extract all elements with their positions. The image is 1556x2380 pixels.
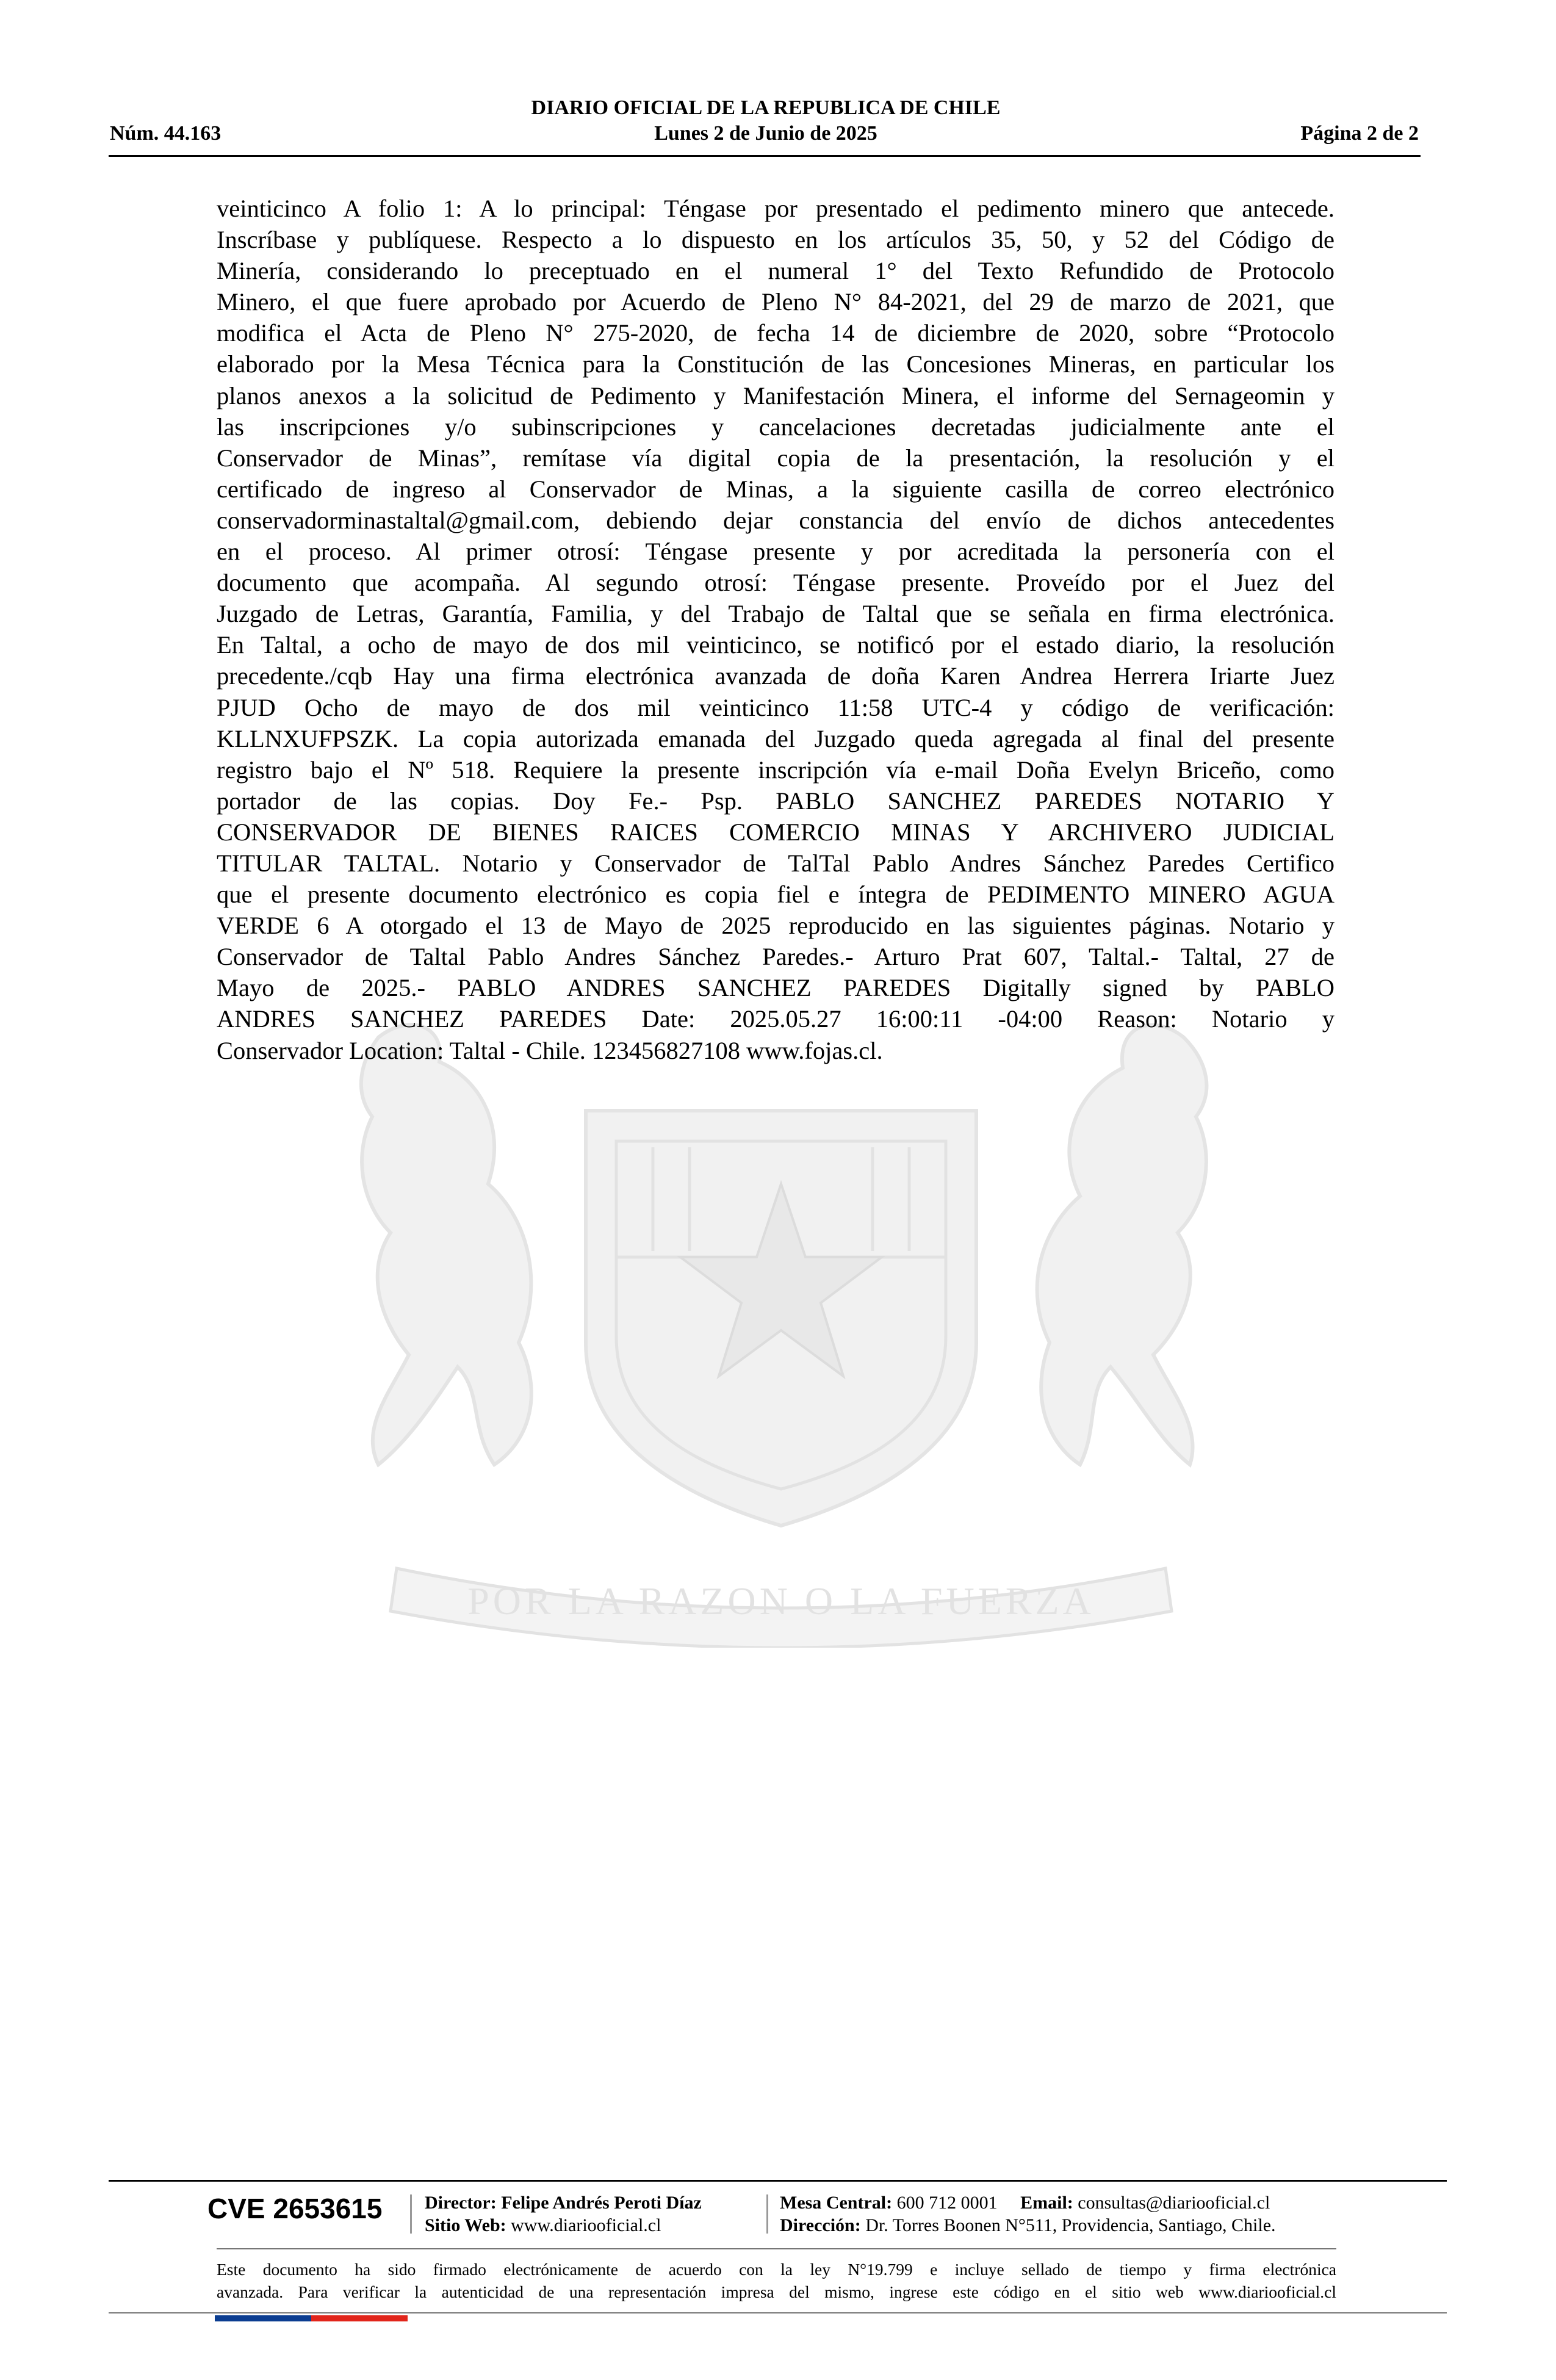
flag-stripe — [215, 2315, 408, 2321]
cve-code: CVE 2653615 — [207, 2193, 383, 2224]
legal-line: avanzada. Para verificar la autenticidad de una representación impresa del mismo, ingrese este código en el sitio web www.diariooficial.cl — [217, 2282, 1336, 2301]
body-line: VERDE 6 A otorgado el 13 de Mayo de 2025 reproducido en las siguientes páginas. Notario y — [217, 912, 1334, 940]
body-line: ANDRES SANCHEZ PAREDES Date: 2025.05.27 16:00:11 -04:00 Reason: Notario y — [217, 1005, 1334, 1033]
footer-separator — [410, 2194, 412, 2234]
address-label: Dirección: — [780, 2215, 861, 2235]
issue-number: Núm. 44.163 — [110, 122, 222, 145]
newspaper-title: DIARIO OFICIAL DE LA REPUBLICA DE CHILE — [531, 96, 1001, 119]
body-line: CONSERVADOR DE BIENES RAICES COMERCIO MINAS Y ARCHIVERO JUDICIAL — [217, 818, 1334, 846]
body-line: Minería, considerando lo preceptuado en el numeral 1° del Texto Refundido de Protocolo — [217, 257, 1334, 285]
email-label: Email: — [1020, 2193, 1073, 2213]
page-indicator: Página 2 de 2 — [1300, 122, 1419, 145]
issue-date: Lunes 2 de Junio de 2025 — [654, 122, 877, 145]
body-line: planos anexos a la solicitud de Pedimento y Manifestación Minera, el informe del Sernageomin y — [217, 381, 1334, 409]
body-line: Conservador de Minas”, remítase vía digital copia de la presentación, la resolución y el — [217, 444, 1334, 472]
website-link[interactable]: www.diariooficial.cl — [511, 2215, 661, 2235]
website-label: Sitio Web: — [425, 2215, 506, 2235]
mesa-label: Mesa Central: — [780, 2193, 893, 2213]
body-line: Mayo de 2025.- PABLO ANDRES SANCHEZ PAREDES Digitally signed by PABLO — [217, 974, 1334, 1002]
mesa-phone: 600 712 0001 — [896, 2193, 998, 2213]
body-line: Conservador de Taltal Pablo Andres Sánchez Paredes.- Arturo Prat 607, Taltal.- Taltal, 27 de — [217, 943, 1334, 971]
director-name: Felipe Andrés Peroti Díaz — [501, 2193, 702, 2213]
footer-address — [780, 2215, 1276, 2236]
body-line: que el presente documento electrónico es copia fiel e íntegra de PEDIMENTO MINERO AGUA — [217, 881, 1334, 909]
flag-red-stripe — [311, 2315, 408, 2321]
body-line: portador de las copias. Doy Fe.- Psp. PABLO SANCHEZ PAREDES NOTARIO Y — [217, 787, 1334, 815]
body-line: Juzgado de Letras, Garantía, Familia, y del Trabajo de Taltal que se señala en firma electrónica. — [217, 600, 1334, 628]
body-line: TITULAR TALTAL. Notario y Conservador de TalTal Pablo Andres Sánchez Paredes Certifico — [217, 849, 1334, 877]
body-line: modifica el Acta de Pleno N° 275-2020, de fecha 14 de diciembre de 2020, sobre “Protocolo — [217, 319, 1334, 347]
coat-of-arms-watermark-icon — [287, 1001, 1275, 1648]
body-line: elaborado por la Mesa Técnica para la Constitución de las Concesiones Mineras, en particular los — [217, 350, 1334, 378]
body-line: certificado de ingreso al Conservador de Minas, a la siguiente casilla de correo electrónico — [217, 475, 1334, 503]
watermark-motto: POR LA RAZON O LA FUERZA — [467, 1579, 1095, 1623]
flag-blue-stripe — [215, 2315, 311, 2321]
body-line: PJUD Ocho de mayo de dos mil veinticinco 11:58 UTC-4 y código de verificación: — [217, 693, 1334, 721]
address-value: Dr. Torres Boonen N°511, Providencia, Santiago, Chile. — [865, 2215, 1276, 2235]
footer-separator — [766, 2194, 768, 2234]
footer-divider-bottom — [109, 2312, 1447, 2313]
document-body — [217, 193, 1334, 1066]
footer-contact — [780, 2193, 1270, 2213]
header-divider — [109, 155, 1421, 157]
body-line: precedente./cqb Hay una firma electrónica avanzada de doña Karen Andrea Herrera Iriarte Juez — [217, 662, 1334, 690]
body-line: En Taltal, a ocho de mayo de dos mil veinticinco, se notificó por el estado diario, la resolución — [217, 631, 1334, 659]
body-line: Conservador Location: Taltal - Chile. 123456827108 www.fojas.cl. — [217, 1036, 883, 1064]
footer-divider-top — [109, 2180, 1447, 2182]
email-link[interactable]: consultas@diariooficial.cl — [1078, 2193, 1270, 2213]
director-label: Director: — [425, 2193, 497, 2213]
body-line: Minero, el que fuere aprobado por Acuerdo de Pleno N° 84-2021, del 29 de marzo de 2021, que — [217, 288, 1334, 316]
body-line: KLLNXUFPSZK. La copia autorizada emanada del Juzgado queda agregada al final del presente — [217, 724, 1334, 752]
body-line: las inscripciones y/o subinscripciones y cancelaciones decretadas judicialmente ante el — [217, 413, 1334, 441]
body-line: veinticinco A folio 1: A lo principal: Téngase por presentado el pedimento minero que antecede. — [217, 195, 1334, 222]
footer-director — [425, 2193, 702, 2213]
body-line: Inscríbase y publíquese. Respecto a lo dispuesto en los artículos 35, 50, y 52 del Código de — [217, 226, 1334, 254]
footer-legal-notice — [217, 2258, 1336, 2303]
body-line: conservadorminastaltal@gmail.com, debiendo dejar constancia del envío de dichos antecedentes — [217, 506, 1334, 534]
body-line: registro bajo el Nº 518. Requiere la presente inscripción vía e-mail Doña Evelyn Briceño, como — [217, 755, 1334, 784]
legal-line: Este documento ha sido firmado electrónicamente de acuerdo con la ley N°19.799 e incluye sellado de tiempo y firma electrónica — [217, 2260, 1336, 2279]
body-line: documento que acompaña. Al segundo otrosí: Téngase presente. Proveído por el Juez del — [217, 569, 1334, 597]
footer-divider-mid — [217, 2248, 1336, 2249]
body-line: en el proceso. Al primer otrosí: Téngase presente y por acreditada la personería con el — [217, 538, 1334, 566]
footer-website — [425, 2215, 661, 2236]
